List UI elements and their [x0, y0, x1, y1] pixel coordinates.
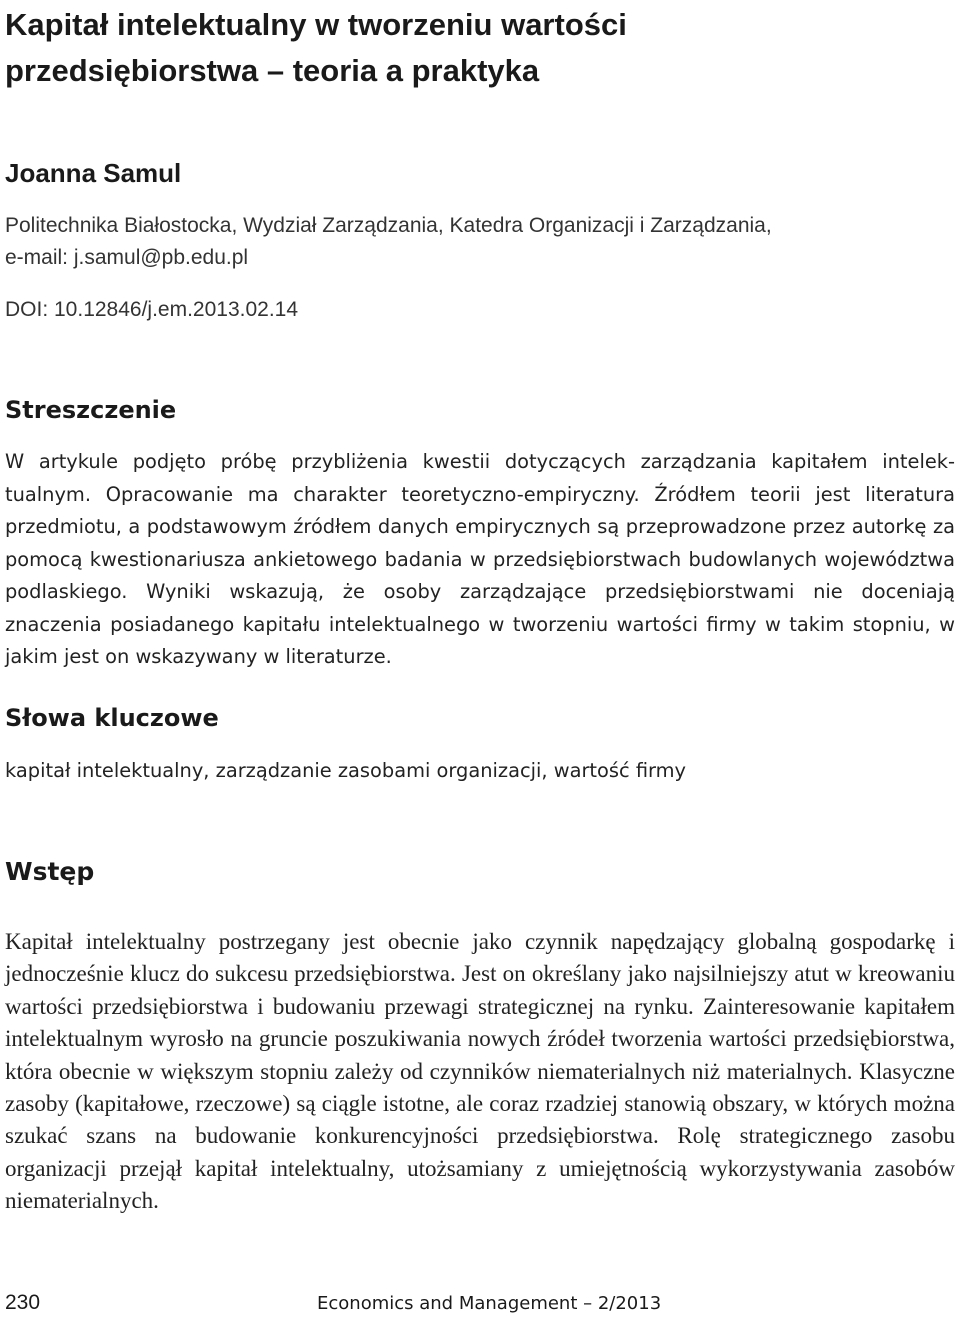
author-name: Joanna Samul: [5, 158, 182, 188]
abstract-heading: Streszczenie: [5, 396, 177, 424]
keywords-text: kapitał intelektualny, zarządzanie zasobami organizacji, wartość firmy: [5, 759, 687, 782]
article-title-line-1: Kapitał intelektualny w tworzeniu wartości: [5, 7, 627, 42]
affiliation-email: e-mail: j.samul@pb.edu.pl: [5, 246, 249, 269]
article-title: [5, 2, 955, 94]
page-number: 230: [5, 1291, 41, 1314]
page-footer: [5, 1288, 955, 1318]
journal-name: Economics and Management – 2/2013: [317, 1293, 662, 1314]
introduction-text: Kapitał intelektualny postrzegany jest obecnie jako czynnik napędzający globalną gospodarkę i jednocześnie klucz do sukcesu przedsiębiorstwa. Jest on określany jako najsilniejszy atut w kreowaniu wartości przedsiębiorstwa i budowaniu przewagi strategicznej na rynku. Zainteresowanie kapitałem intelektualnym wyrosło na gruncie poszukiwania nowych źródeł tworzenia wartości przedsiębiorstwa, która obecnie w większym stopniu zależy od czynników niematerialnych niż materialnych. Klasyczne zasoby (kapitałowe, rzeczowe) są ciągle istotne, ale coraz rzadziej stanowią obszary, w których można szukać szans na budowanie konkurencyjności przedsiębiorstwa. Rolę strategicznego zasobu organizacji przejął kapitał intelektualny, utożsamiany z umiejętnością wykorzystywania zasobów niematerialnych.: [5, 929, 955, 1214]
doi-line: DOI: 10.12846/j.em.2013.02.14: [5, 298, 299, 321]
document-page: [5, 0, 957, 1318]
introduction-heading: Wstęp: [5, 857, 95, 886]
affiliation-line-1: Politechnika Białostocka, Wydział Zarządzania, Katedra Organizacji i Zarządzania,: [5, 214, 772, 237]
abstract-text: W artykule podjęto próbę przybliżenia kwestii dotyczących zarządzania kapitałem intelektualnym. Opracowanie ma charakter teoretyczno-empiryczny. Źródłem teorii jest literatura przedmiotu, a podstawowym źródłem danych empirycznych są przeprowadzone przez autorkę za pomocą kwestionariusza ankietowego badania w przedsiębiorstwach budowlanych województwa podlaskiego. Wyniki wskazują, że osoby zarządzające przedsiębiorstwami nie doceniają znaczenia posiadanego kapitału intelektualnego w tworzeniu wartości firmy w takim stopniu, w jakim jest on wskazywany w literaturze.: [5, 450, 955, 668]
keywords-heading: Słowa kluczowe: [5, 704, 219, 732]
article-title-line-2: przedsiębiorstwa – teoria a praktyka: [5, 53, 540, 88]
author-affiliation: [5, 210, 955, 274]
